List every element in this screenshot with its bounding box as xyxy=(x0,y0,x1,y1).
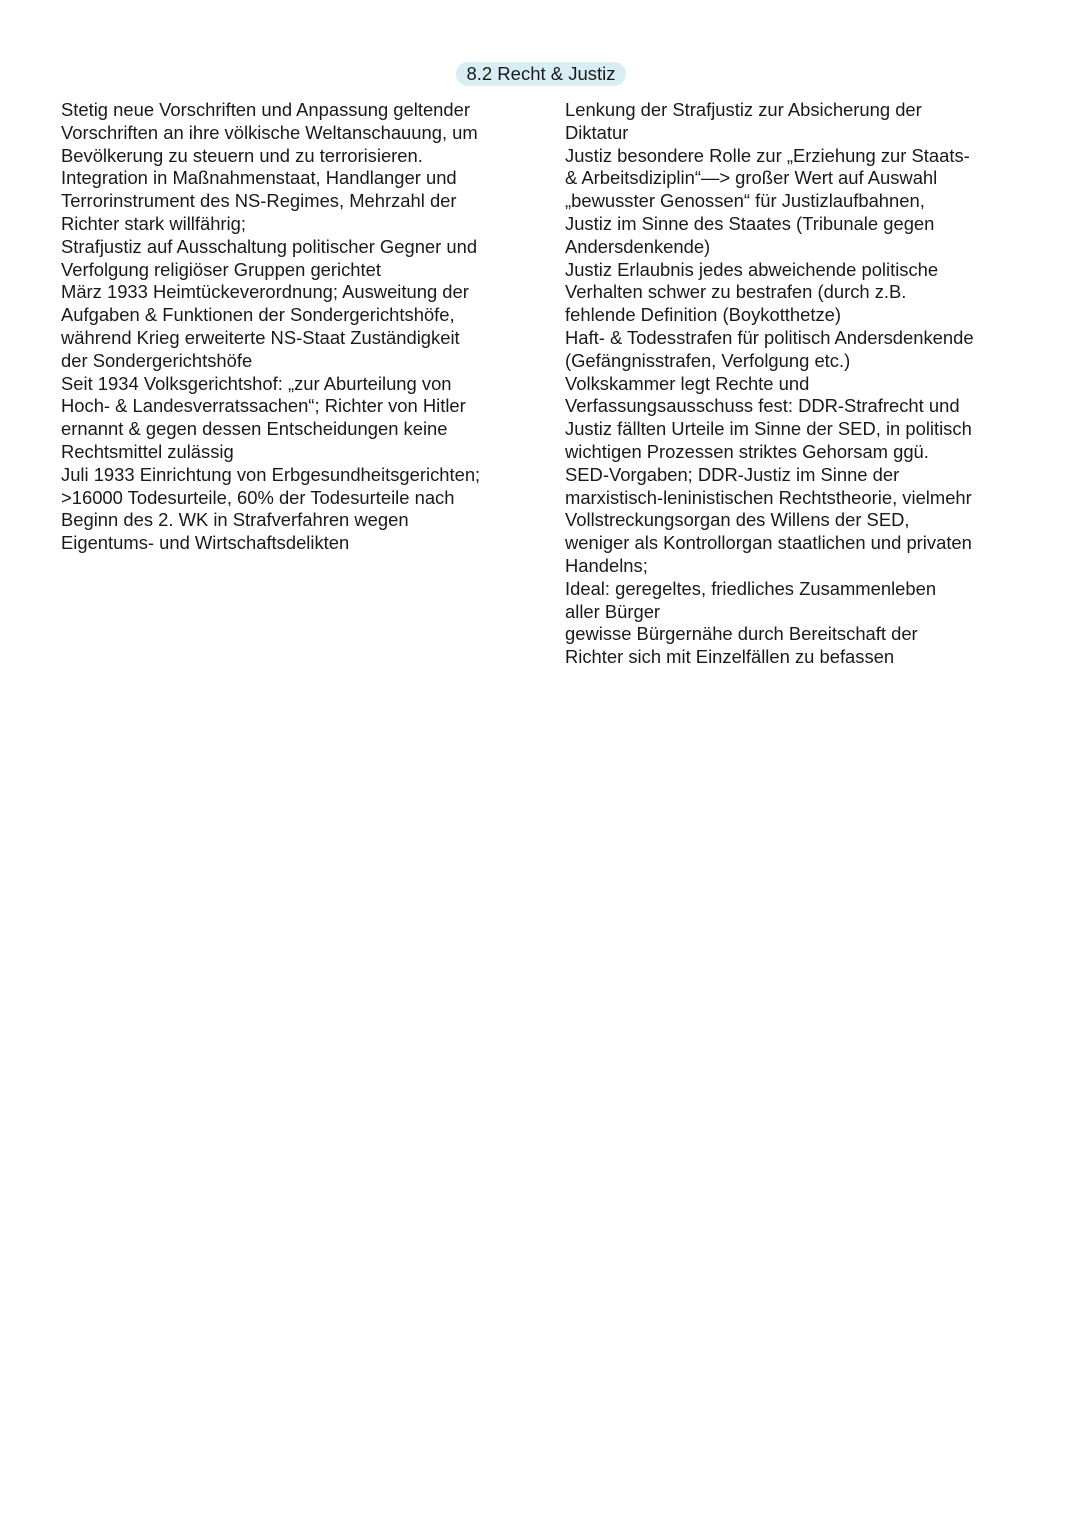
text-line: Integration in Maßnahmenstaat, Handlanger und xyxy=(61,167,457,189)
text-line: Volkskammer legt Rechte und xyxy=(565,372,810,394)
text-line: Aufgaben & Funktionen der Sondergerichtshöfe, xyxy=(61,304,455,326)
text-line: gewisse Bürgernähe durch Bereitschaft der xyxy=(565,623,918,645)
text-line: & Arbeitsdiziplin“—> großer Wert auf Auswahl xyxy=(565,167,938,189)
text-line: Hoch- & Landesverratssachen“; Richter von Hitler xyxy=(61,395,466,417)
text-line: Richter sich mit Einzelfällen zu befassen xyxy=(565,646,895,668)
text-line: >16000 Todesurteile, 60% der Todesurteile nach xyxy=(61,486,455,508)
text-line: Bevölkerung zu steuern und zu terrorisieren. xyxy=(61,144,423,166)
text-line: Ideal: geregeltes, friedliches Zusammenleben xyxy=(565,577,937,599)
section-title: 8.2 Recht & Justiz xyxy=(456,62,625,86)
text-line: fehlende Definition (Boykotthetze) xyxy=(565,304,842,326)
text-line: weniger als Kontrollorgan staatlichen und privaten xyxy=(565,532,972,554)
text-line: Stetig neue Vorschriften und Anpassung geltender xyxy=(61,99,470,120)
text-line: Rechtsmittel zulässig xyxy=(61,440,234,462)
text-line: während Krieg erweiterte NS-Staat Zuständigkeit xyxy=(61,326,460,348)
text-line: Richter stark willfährig; xyxy=(61,212,246,234)
text-line: Haft- & Todesstrafen für politisch Andersdenkende xyxy=(565,326,974,348)
text-line: „bewusster Genossen“ für Justizlaufbahnen, xyxy=(565,190,925,212)
text-line: Eigentums- und Wirtschaftsdelikten xyxy=(61,532,350,554)
text-line: wichtigen Prozessen striktes Gehorsam ggü. xyxy=(565,440,929,462)
text-line: Justiz besondere Rolle zur „Erziehung zur Staats- xyxy=(565,144,970,166)
text-line: aller Bürger xyxy=(565,600,661,622)
right-column-ddr-justice xyxy=(565,99,1035,669)
text-line: der Sondergerichtshöfe xyxy=(61,349,253,371)
text-line: marxistisch-leninistischen Rechtstheorie, vielmehr xyxy=(565,486,972,508)
text-line: Verfolgung religiöser Gruppen gerichtet xyxy=(61,258,381,280)
text-line: Verhalten schwer zu bestrafen (durch z.B. xyxy=(565,281,907,303)
text-line: Vorschriften an ihre völkische Weltanschauung, um xyxy=(61,121,478,143)
title-container xyxy=(0,62,1080,86)
text-line: März 1933 Heimtückeverordnung; Ausweitung der xyxy=(61,281,469,303)
text-line: ernannt & gegen dessen Entscheidungen keine xyxy=(61,418,448,440)
text-line: Vollstreckungsorgan des Willens der SED, xyxy=(565,509,910,531)
text-line: Beginn des 2. WK in Strafverfahren wegen xyxy=(61,509,409,531)
text-line: (Gefängnisstrafen, Verfolgung etc.) xyxy=(565,349,851,371)
text-line: Diktatur xyxy=(565,121,629,143)
text-line: Andersdenkende) xyxy=(565,235,711,257)
text-line: Strafjustiz auf Ausschaltung politischer Gegner und xyxy=(61,235,478,257)
text-line: Justiz Erlaubnis jedes abweichende politische xyxy=(565,258,939,280)
text-line: Seit 1934 Volksgerichtshof: „zur Aburteilung von xyxy=(61,372,452,394)
text-line: Lenkung der Strafjustiz zur Absicherung der xyxy=(565,99,922,120)
text-line: Handelns; xyxy=(565,554,648,576)
text-line: Justiz fällten Urteile im Sinne der SED, in politisch xyxy=(565,418,972,440)
text-line: Justiz im Sinne des Staates (Tribunale gegen xyxy=(565,212,935,234)
left-column-ns-justice xyxy=(61,99,531,555)
text-line: Terrorinstrument des NS-Regimes, Mehrzahl der xyxy=(61,190,457,212)
text-line: Verfassungsausschuss fest: DDR-Strafrecht und xyxy=(565,395,960,417)
text-line: Juli 1933 Einrichtung von Erbgesundheitsgerichten; xyxy=(61,463,481,485)
text-line: SED-Vorgaben; DDR-Justiz im Sinne der xyxy=(565,463,900,485)
